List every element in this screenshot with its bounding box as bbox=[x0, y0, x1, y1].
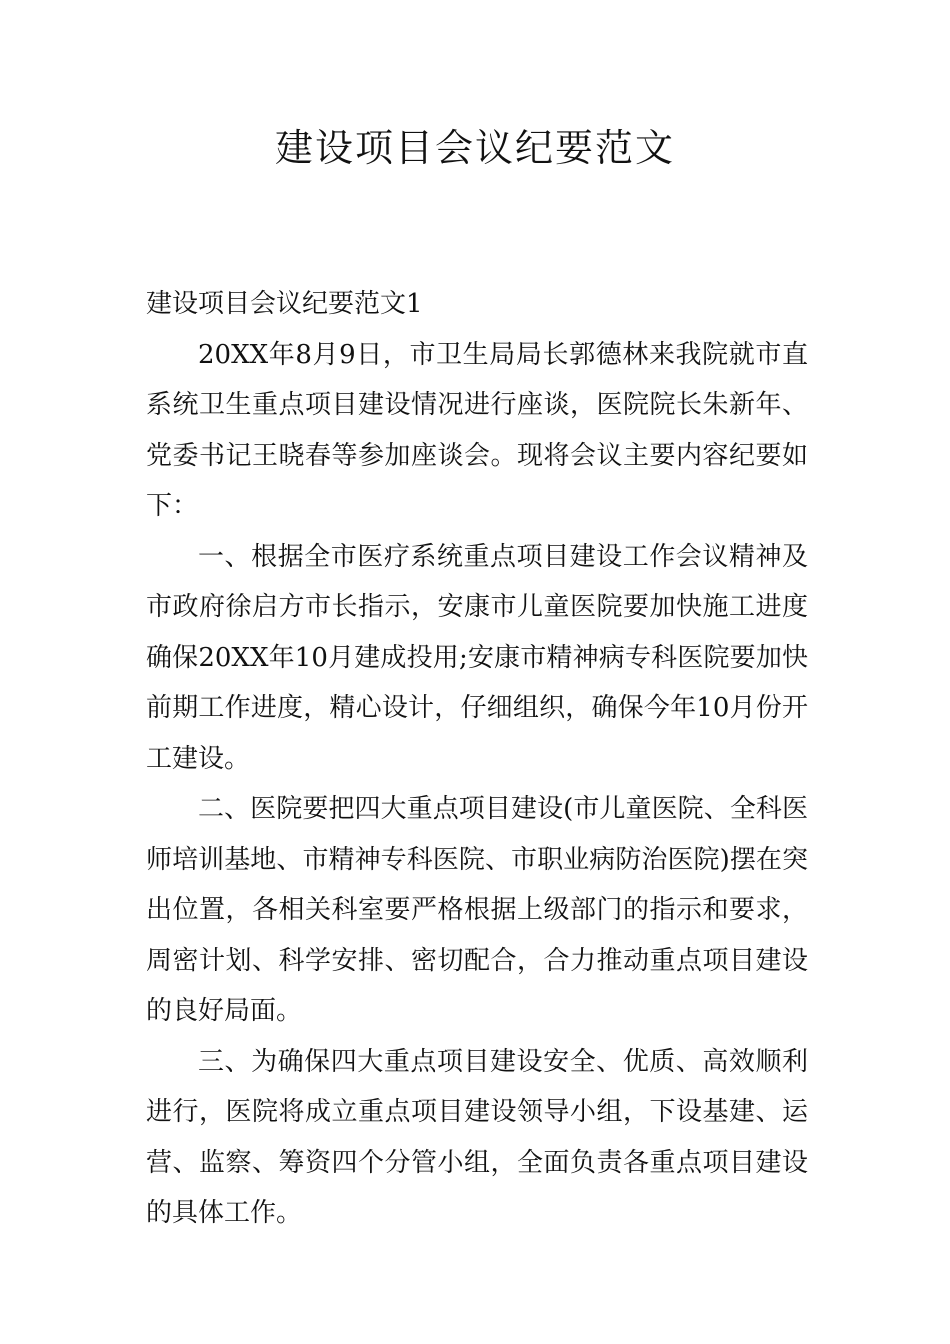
paragraph-item-one: 一、根据全市医疗系统重点项目建设工作会议精神及市政府徐启方市长指示，安康市儿童医院要加快施工进度确保20XX年10月建成投用;安康市精神病专科医院要加快前期工作进度，精心设计，仔细组织，确保今年10月份开工建设。 bbox=[146, 541, 808, 774]
paragraph-item-two: 二、医院要把四大重点项目建设(市儿童医院、全科医师培训基地、市精神专科医院、市职业病防治医院)摆在突出位置，各相关科室要严格根据上级部门的指示和要求，周密计划、科学安排、密切配合，合力推动重点项目建设的良好局面。 bbox=[146, 794, 808, 1026]
paragraph-item-three: 三、为确保四大重点项目建设安全、优质、高效顺利进行，医院将成立重点项目建设领导小组，下设基建、运营、监察、筹资四个分管小组，全面负责各重点项目建设的具体工作。 bbox=[146, 1046, 808, 1228]
section-heading: 建设项目会议纪要范文1 bbox=[146, 289, 423, 319]
document-title: 建设项目会议纪要范文 bbox=[274, 126, 675, 170]
document-body bbox=[146, 279, 808, 1239]
paragraph-meeting-intro: 20XX年8月9日，市卫生局局长郭德林来我院就市直系统卫生重点项目建设情况进行座谈，医院院长朱新年、党委书记王晓春等参加座谈会。现将会议主要内容纪要如下： bbox=[146, 339, 808, 521]
